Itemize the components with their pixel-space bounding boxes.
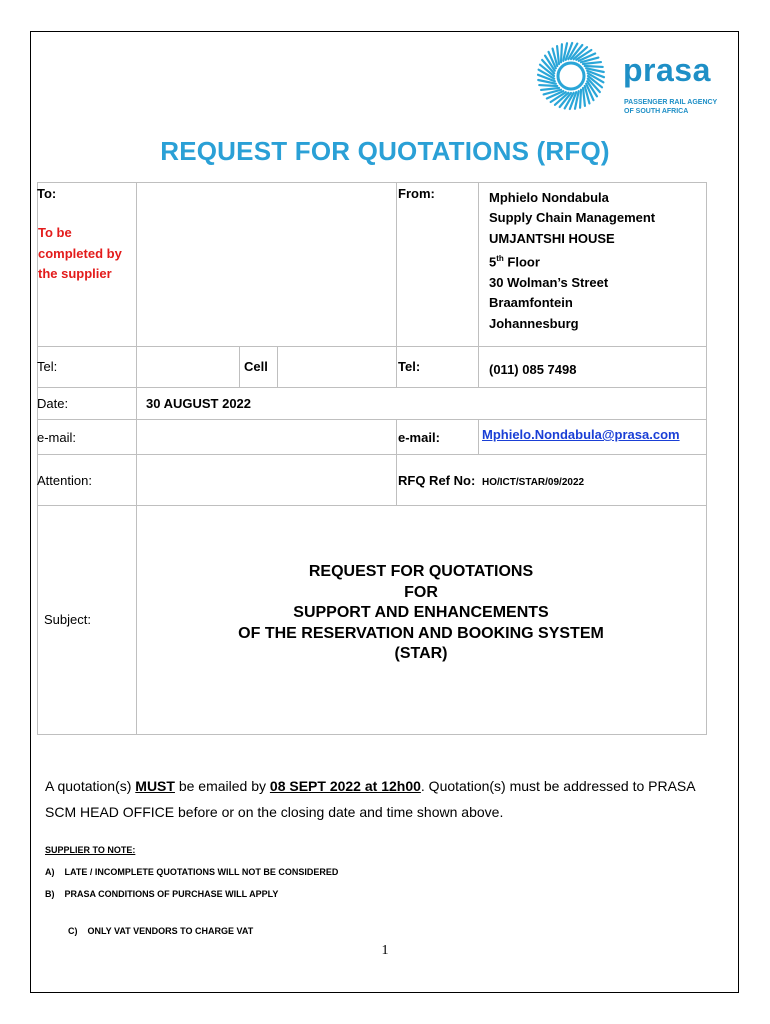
logo-brand: prasa	[623, 52, 711, 88]
tel-label: Tel:	[37, 359, 58, 374]
logo-ray	[583, 88, 585, 106]
note-b: B) PRASA CONDITIONS OF PURCHASE WILL APPLY	[45, 889, 279, 899]
submission-instructions: A quotation(s) MUST be emailed by 08 SEPT 2022 at 12h00. Quotation(s) must be addressed to PRASA SCM HEAD OFFICE before or on the closing date and time shown above.	[45, 778, 695, 820]
from-tel-label: Tel:	[398, 359, 421, 374]
subject-label: Subject:	[44, 612, 91, 627]
logo-ray	[557, 46, 559, 64]
to-value-cell[interactable]	[136, 182, 397, 347]
supplier-note-heading: SUPPLIER TO NOTE:	[45, 845, 136, 855]
prasa-sunburst-icon	[527, 38, 617, 118]
cell-value-cell[interactable]	[277, 346, 397, 388]
from-label-cell	[396, 182, 479, 347]
tel-value-cell[interactable]	[136, 346, 240, 388]
cell-label: Cell	[244, 359, 268, 374]
from-tel-value: (011) 085 7498	[489, 362, 577, 377]
from-email-link[interactable]: Mphielo.Nondabula@prasa.com	[482, 427, 680, 442]
logo-ray	[580, 90, 581, 108]
subject-text: REQUEST FOR QUOTATIONS FOR SUPPORT AND ENHANCEMENTS OF THE RESERVATION AND BOOKING SYSTEM (STAR)	[238, 563, 604, 662]
logo-ray	[539, 85, 557, 86]
note-a: A) LATE / INCOMPLETE QUOTATIONS WILL NOT BE CONSIDERED	[45, 867, 339, 877]
to-supplier-note: To be completed by the supplier	[38, 225, 122, 281]
page-number: 1	[381, 943, 389, 958]
date-value: 30 AUGUST 2022	[146, 396, 252, 411]
document-title: REQUEST FOR QUOTATIONS (RFQ)	[160, 136, 610, 166]
logo-tagline: PASSENGER RAIL AGENCY OF SOUTH AFRICA	[624, 99, 718, 115]
to-label: To:	[37, 186, 57, 201]
email-value-cell[interactable]	[136, 419, 397, 455]
note-c: C) ONLY VAT VENDORS TO CHARGE VAT	[68, 926, 254, 936]
prasa-logo	[527, 38, 727, 118]
email-label: e-mail:	[37, 430, 77, 445]
from-email-label: e-mail:	[398, 430, 440, 445]
attention-value-cell[interactable]	[136, 454, 397, 506]
logo-ray	[583, 62, 601, 64]
rfq-ref-value: HO/ICT/STAR/09/2022	[482, 477, 585, 488]
attention-label: Attention:	[37, 473, 92, 488]
logo-ray	[561, 44, 562, 62]
date-label: Date:	[37, 396, 69, 411]
from-label: From:	[398, 186, 435, 201]
logo-ray	[541, 88, 559, 90]
logo-ray	[585, 66, 603, 67]
from-address: Mphielo Nondabula Supply Chain Management UMJANTSHI HOUSE 5th Floor 30 Wolman’s Street Braamfontein Johannesburg	[489, 190, 656, 331]
rfq-ref-label: RFQ Ref No:	[398, 473, 476, 488]
